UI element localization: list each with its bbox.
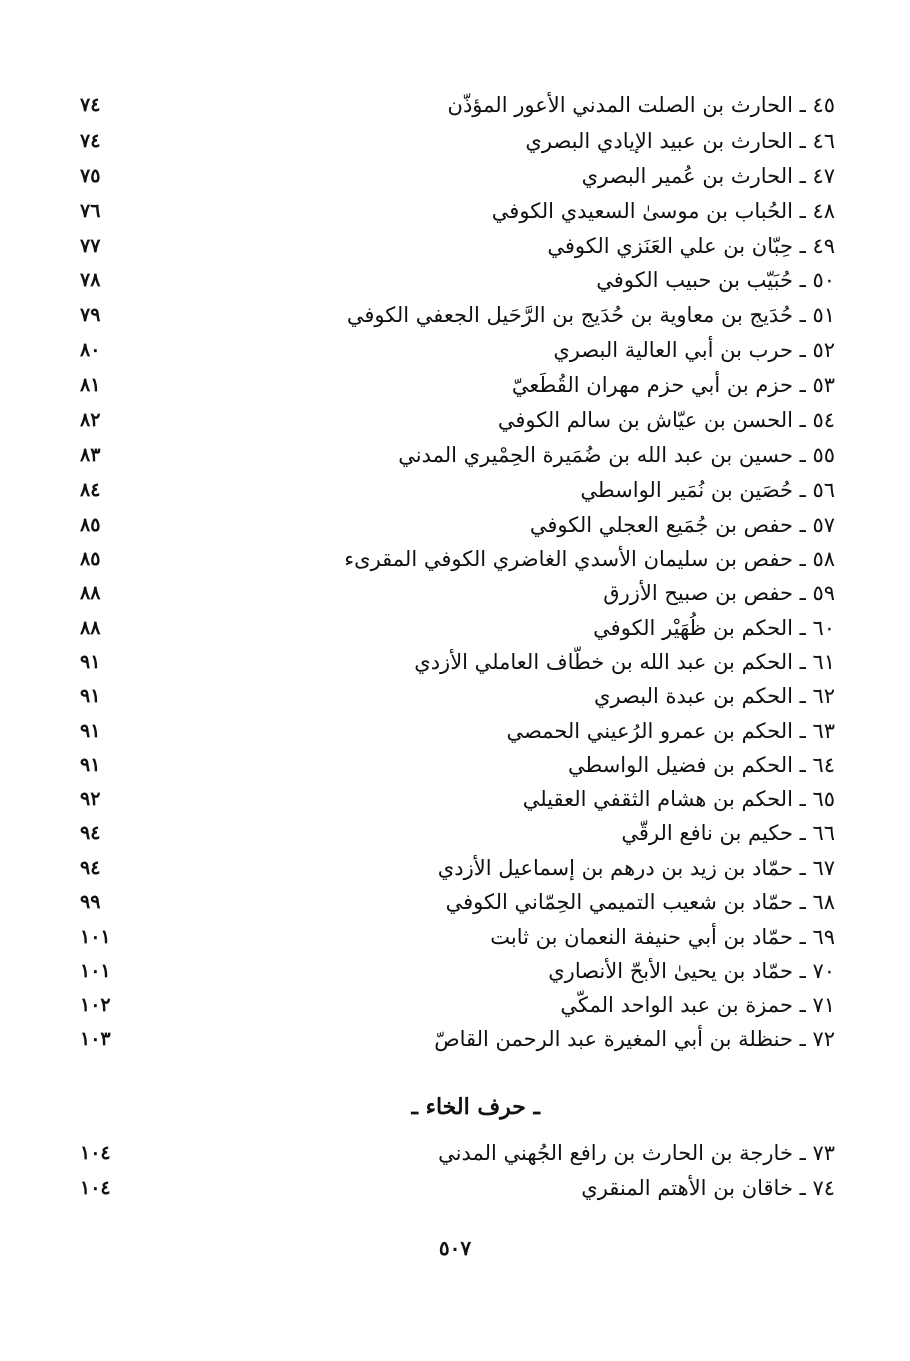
entry-name: ٥٢ ـ حرب بن أبي العالية البصري: [553, 338, 835, 362]
entry-name: ٥٧ ـ حفص بن جُمَيع العجلي الكوفي: [529, 513, 835, 537]
entry-name: ٦٢ ـ الحكم بن عبدة البصري: [594, 684, 835, 708]
index-entry: [80, 542, 835, 576]
entry-name: ٧٢ ـ حنظلة بن أبي المغيرة عبد الرحمن القاصّ: [434, 1027, 835, 1051]
index-entry: [80, 1136, 835, 1170]
entry-page-number: ١٠٢: [80, 994, 111, 1016]
section-heading: ـ حرف الخاء ـ: [411, 1094, 540, 1120]
index-entry: [80, 438, 835, 472]
index-entry: [80, 954, 835, 988]
entry-page-number: ١٠١: [80, 960, 111, 982]
entry-name: ٦٨ ـ حمّاد بن شعيب التميمي الحِمّاني الكوفي: [445, 890, 835, 914]
index-entry: [80, 508, 835, 542]
index-entry: [80, 645, 835, 679]
entry-page-number: ٨٠: [80, 339, 101, 361]
entry-name: ٦٩ ـ حمّاد بن أبي حنيفة النعمان بن ثابت: [490, 925, 835, 949]
index-entry: [80, 263, 835, 297]
index-entry: [80, 1022, 835, 1056]
entry-page-number: ٩٤: [80, 857, 101, 879]
entry-name: ٤٦ ـ الحارث بن عبيد الإيادي البصري: [525, 129, 835, 153]
index-entry: [80, 714, 835, 748]
index-entry: [80, 333, 835, 367]
entry-page-number: ٧٥: [80, 165, 101, 187]
entry-name: ٤٥ ـ الحارث بن الصلت المدني الأعور المؤذّن: [447, 93, 835, 117]
index-entry: [80, 403, 835, 437]
entry-name: ٥٨ ـ حفص بن سليمان الأسدي الغاضري الكوفي المقرىء: [344, 547, 835, 571]
entry-name: ٧٣ ـ خارجة بن الحارث بن رافع الجُهني المدني: [438, 1141, 835, 1165]
entry-name: ٦٧ ـ حمّاد بن زيد بن درهم بن إسماعيل الأزدي: [437, 856, 835, 880]
entry-page-number: ١٠٤: [80, 1142, 111, 1164]
index-entry: [80, 920, 835, 954]
index-entry: [80, 368, 835, 402]
entry-name: ٤٧ ـ الحارث بن عُمير البصري: [581, 164, 835, 188]
entry-page-number: ٨٣: [80, 444, 101, 466]
entry-page-number: ٧٦: [80, 200, 101, 222]
entry-name: ٦٤ ـ الحكم بن فضيل الواسطي: [567, 753, 835, 777]
entry-page-number: ٨٢: [80, 409, 101, 431]
index-entry: [80, 229, 835, 263]
entry-page-number: ١٠٣: [80, 1028, 111, 1050]
entry-page-number: ٧٧: [80, 235, 101, 257]
entry-name: ٤٩ ـ حِبّان بن علي العَنَزي الكوفي: [547, 234, 835, 258]
entry-page-number: ٨١: [80, 374, 101, 396]
entry-name: ٥١ ـ حُدَيج بن معاوية بن حُدَيج بن الرَّحَيل الجعفي الكوفي: [346, 303, 835, 327]
folio-page-number: ٥٠٧: [438, 1236, 472, 1260]
entry-name: ٥٩ ـ حفص بن صبيح الأزرق: [603, 581, 835, 605]
entry-name: ٥٤ ـ الحسن بن عيّاش بن سالم الكوفي: [497, 408, 835, 432]
entry-page-number: ٨٤: [80, 479, 101, 501]
entry-name: ٧٠ ـ حمّاد بن يحيىٰ الأبحّ الأنصاري: [548, 959, 835, 983]
entry-name: ٦٦ ـ حكيم بن نافع الرقّي: [621, 821, 835, 845]
index-entry: [80, 782, 835, 816]
index-entry: [80, 473, 835, 507]
entry-name: ٥٥ ـ حسين بن عبد الله بن ضُمَيرة الحِمْيري المدني: [398, 443, 835, 467]
entry-page-number: ٧٤: [80, 94, 101, 116]
entry-name: ٦١ ـ الحكم بن عبد الله بن خطّاف العاملي الأزدي: [414, 650, 835, 674]
entry-name: ٦٣ ـ الحكم بن عمرو الرُعيني الحمصي: [506, 719, 835, 743]
entry-name: ٤٨ ـ الحُباب بن موسىٰ السعيدي الكوفي: [491, 199, 835, 223]
index-entry: [80, 679, 835, 713]
entry-page-number: ٩٤: [80, 822, 101, 844]
entry-name: ٥٣ ـ حزم بن أبي حزم مهران القُطَعيّ: [511, 373, 835, 397]
entry-page-number: ٨٥: [80, 514, 101, 536]
index-entry: [80, 816, 835, 850]
index-entry: [80, 124, 835, 158]
index-entry: [80, 748, 835, 782]
entry-name: ٥٠ ـ حُبَيّب بن حبيب الكوفي: [596, 268, 835, 292]
entry-name: ٥٦ ـ حُصَين بن نُمَير الواسطي: [580, 478, 835, 502]
index-entry: [80, 988, 835, 1022]
index-entry: [80, 88, 835, 122]
entry-page-number: ٨٨: [80, 582, 101, 604]
entry-page-number: ٩١: [80, 651, 101, 673]
index-entry: [80, 298, 835, 332]
entry-page-number: ٧٨: [80, 269, 101, 291]
entry-page-number: ٧٩: [80, 304, 101, 326]
entry-page-number: ٧٤: [80, 130, 101, 152]
entry-name: ٧١ ـ حمزة بن عبد الواحد المكّي: [560, 993, 835, 1017]
index-entry: [80, 885, 835, 919]
entry-name: ٧٤ ـ خاقان بن الأهتم المنقري: [581, 1176, 835, 1200]
index-entry: [80, 851, 835, 885]
entry-page-number: ١٠١: [80, 926, 111, 948]
entry-page-number: ٩٩: [80, 891, 101, 913]
index-entry: [80, 611, 835, 645]
entry-page-number: ٩١: [80, 754, 101, 776]
entry-page-number: ٨٨: [80, 617, 101, 639]
entry-page-number: ١٠٤: [80, 1177, 111, 1199]
entry-name: ٦٠ ـ الحكم بن ظُهَيْر الكوفي: [593, 616, 835, 640]
index-entry: [80, 159, 835, 193]
index-entry: [80, 194, 835, 228]
entry-page-number: ٩٢: [80, 788, 101, 810]
entry-page-number: ٩١: [80, 685, 101, 707]
entry-page-number: ٨٥: [80, 548, 101, 570]
entry-name: ٦٥ ـ الحكم بن هشام الثقفي العقيلي: [522, 787, 835, 811]
index-entry: [80, 1171, 835, 1205]
entry-page-number: ٩١: [80, 720, 101, 742]
index-entry: [80, 576, 835, 610]
